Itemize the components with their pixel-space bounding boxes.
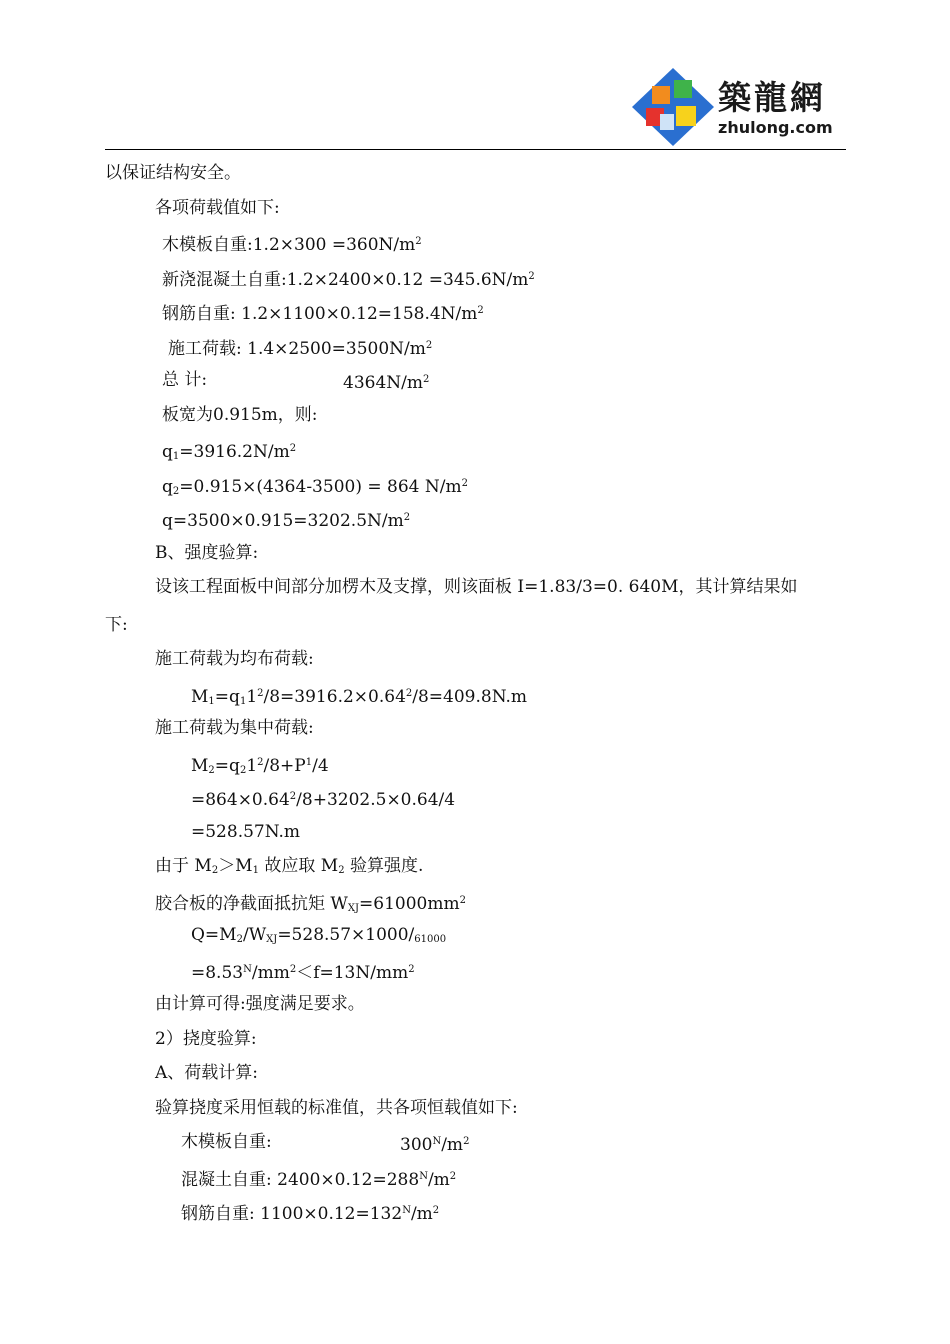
text-line-27: A、荷载计算: [155,1063,259,1083]
text-line-14: 下: [105,615,128,635]
text-line-12: B、强度验算: [155,543,259,563]
text-line-24: $=8.53^N/mm^2<f=13N/mm^2$ [191,963,415,983]
text-line-31: 钢筋自重: $1100\times 0.12=132^N/m^2$ [181,1204,440,1224]
logo-english-name: zhulong.com [718,118,833,137]
text-line-3: 木模板自重:1.2×300 $=360N/m^2$ [162,235,422,255]
text-line-22: 胶合板的净截面抵抗矩 $W_{XJ}=61000mm^2$ [155,894,466,914]
text-line-16: $M_1=q_11^2/8=3916.2\times 0.64^2/8=409.8N.m$ [191,687,528,707]
text-line-7-value: $4364N/m^2$ [343,373,430,393]
text-line-26: 2）挠度验算: [155,1029,257,1049]
text-line-13: 设该工程面板中间部分加楞木及支撑，则该面板 I=1.83/3=0. 640M，其计算结果如 [155,577,798,597]
zhulong-logo [630,66,850,148]
text-line-30: 混凝土自重: $2400\times 0.12=288^N/m^2$ [181,1170,457,1190]
text-line-1: 以保证结构安全。 [105,163,241,183]
text-line-11: $q=3500\times 0.915=3202.5N/m^2$ [162,511,411,531]
text-line-5: 钢筋自重: $1.2\times 1100\times 0.12=158.4N/m^2$ [162,304,484,324]
text-line-6: 施工荷载: $1.4\times 2500=3500N/m^2$ [168,339,433,359]
text-line-15: 施工荷载为均布荷载: [155,649,314,669]
text-line-4: 新浇混凝土自重:1.2×2400×0.12 $=345.6N/m^2$ [162,270,535,290]
text-line-17: 施工荷载为集中荷载: [155,718,314,738]
text-line-8: 板宽为0.915m，则: [162,405,318,425]
header-rule [105,149,846,150]
text-line-19: $=864\times 0.64^2/8+3202.5\times 0.64/4$ [191,790,456,810]
text-line-18: $M_2=q_21^2/8+P^1/4$ [191,756,329,776]
text-line-28: 验算挠度采用恒载的标准值，共各项恒载值如下: [155,1098,518,1118]
text-line-23: $Q=M_2/W_{XJ}=528.57\times 1000/_{61000}$ [191,925,447,945]
text-line-2: 各项荷载值如下: [155,198,280,218]
text-line-20: =528.57N.m [191,822,301,842]
text-line-7-label: 总 计: [162,370,208,390]
logo-chinese-name: 築龍網 [718,78,826,117]
text-line-10: $q_2=0.915\times(4364-3500) = 864$ $N/m^2$ [162,477,468,497]
logo-diamond-icon [630,66,716,148]
text-line-25: 由计算可得:强度满足要求。 [155,994,365,1014]
text-line-9: $q_1=3916.2N/m^2$ [162,442,297,462]
text-line-21: 由于 $M_2>M_1$ 故应取 $M_2$ 验算强度. [155,856,424,876]
text-line-29-value: $300^N/m^2$ [400,1135,470,1155]
text-line-29-label: 木模板自重: [181,1132,272,1152]
